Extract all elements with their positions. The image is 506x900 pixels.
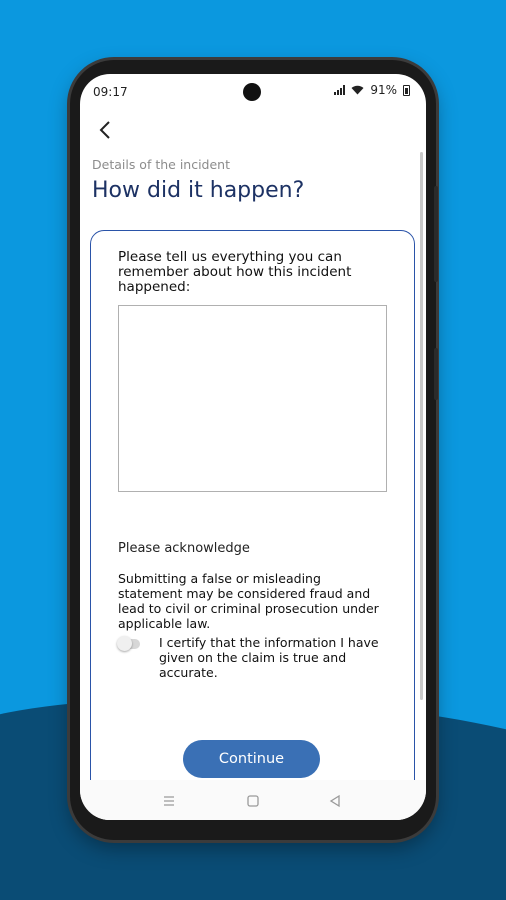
signal-icon [334, 85, 345, 95]
certify-toggle[interactable] [118, 639, 140, 649]
battery-icon [403, 85, 410, 96]
scrollbar[interactable] [420, 152, 423, 700]
status-bar [80, 74, 426, 110]
status-time: 09:17 [93, 85, 128, 99]
chevron-left-icon[interactable] [94, 118, 118, 142]
description-prompt: Please tell us everything you can remember about how this incident happened: [118, 249, 352, 295]
power-button [434, 348, 438, 400]
status-icons [334, 83, 410, 97]
battery-percent: 91% [370, 83, 397, 97]
description-textarea[interactable] [118, 305, 387, 492]
acknowledge-text: Submitting a false or misleading statement may be considered fraud and lead to civil or criminal prosecution under applicable law. [118, 571, 379, 631]
home-icon[interactable] [246, 794, 260, 808]
volume-button [434, 186, 438, 282]
recent-apps-icon[interactable] [162, 794, 176, 808]
toggle-knob [117, 636, 132, 651]
continue-button[interactable]: Continue [183, 740, 320, 778]
page-subtitle: Details of the incident [92, 157, 231, 172]
app-screen [80, 74, 426, 820]
acknowledge-heading: Please acknowledge [118, 541, 250, 556]
page-title: How did it happen? [92, 178, 305, 203]
certify-label: I certify that the information I have given on the claim is true and accurate. [159, 635, 379, 680]
back-triangle-icon[interactable] [328, 794, 342, 808]
wifi-icon [351, 85, 364, 95]
front-camera [243, 83, 261, 101]
system-nav-bar [80, 780, 426, 820]
